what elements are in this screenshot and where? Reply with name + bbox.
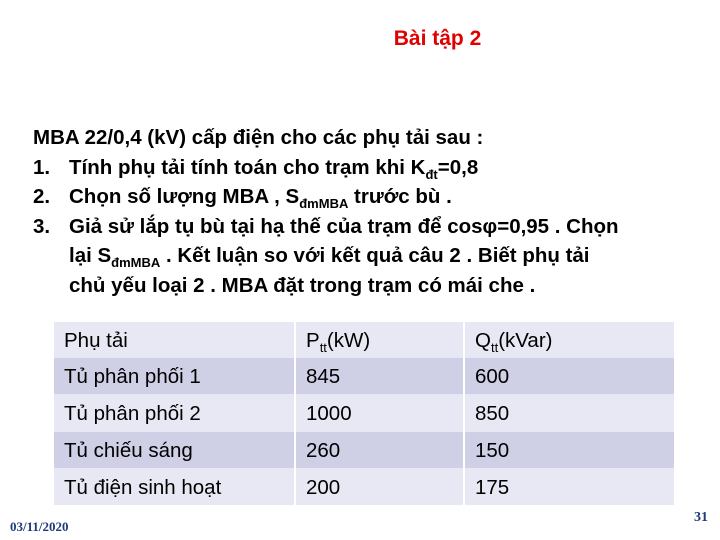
column-divider	[294, 322, 296, 505]
item-3	[33, 212, 713, 242]
table-row: Tủ điện sinh hoạt 200 175	[64, 476, 510, 499]
header-load: Phụ tải	[64, 329, 128, 352]
item-3-continuation-1: lại $S_{đmMBA}$ . Kết luận so với kết quả câu 2 . Biết phụ tải	[69, 244, 590, 270]
table-row: Tủ phân phối 1 845 600	[54, 358, 674, 394]
column-divider	[463, 322, 465, 505]
item-text: Tính phụ tải tính toán cho trạm khi $K_{đt}=0,8$	[69, 155, 479, 182]
item-number: 3.	[33, 214, 51, 238]
slide-title: Bài tập 2	[393, 27, 482, 50]
footer-date: 03/11/2020	[10, 519, 69, 534]
item-1	[33, 153, 713, 183]
item-number: 1.	[33, 155, 51, 179]
table-row: Tủ phân phối 2 1000 850	[64, 402, 510, 425]
item-2	[33, 182, 713, 212]
header-p: $P_{tt}(kW)$	[306, 329, 371, 355]
header-q: $Q_{tt}(kVar)$	[475, 329, 553, 355]
item-3-continuation-2: chủ yếu loại 2 . MBA đặt trong trạm có mái che .	[69, 273, 536, 297]
intro-line: MBA 22/0,4 (kV) cấp điện cho các phụ tải sau :	[33, 126, 484, 149]
item-text: Chọn số lượng MBA , $S_{đmMBA}$ trước bù .	[69, 185, 452, 211]
item-number: 2.	[33, 185, 51, 208]
item-text: Giả sử lắp tụ bù tại hạ thế của trạm để cosφ=0,95 . Chọn	[69, 214, 619, 238]
table-header-row	[54, 322, 674, 358]
page-number: 31	[694, 510, 708, 525]
load-table	[54, 322, 674, 505]
exercise-text	[33, 123, 713, 300]
table-row: Tủ chiếu sáng 260 150	[54, 432, 674, 468]
